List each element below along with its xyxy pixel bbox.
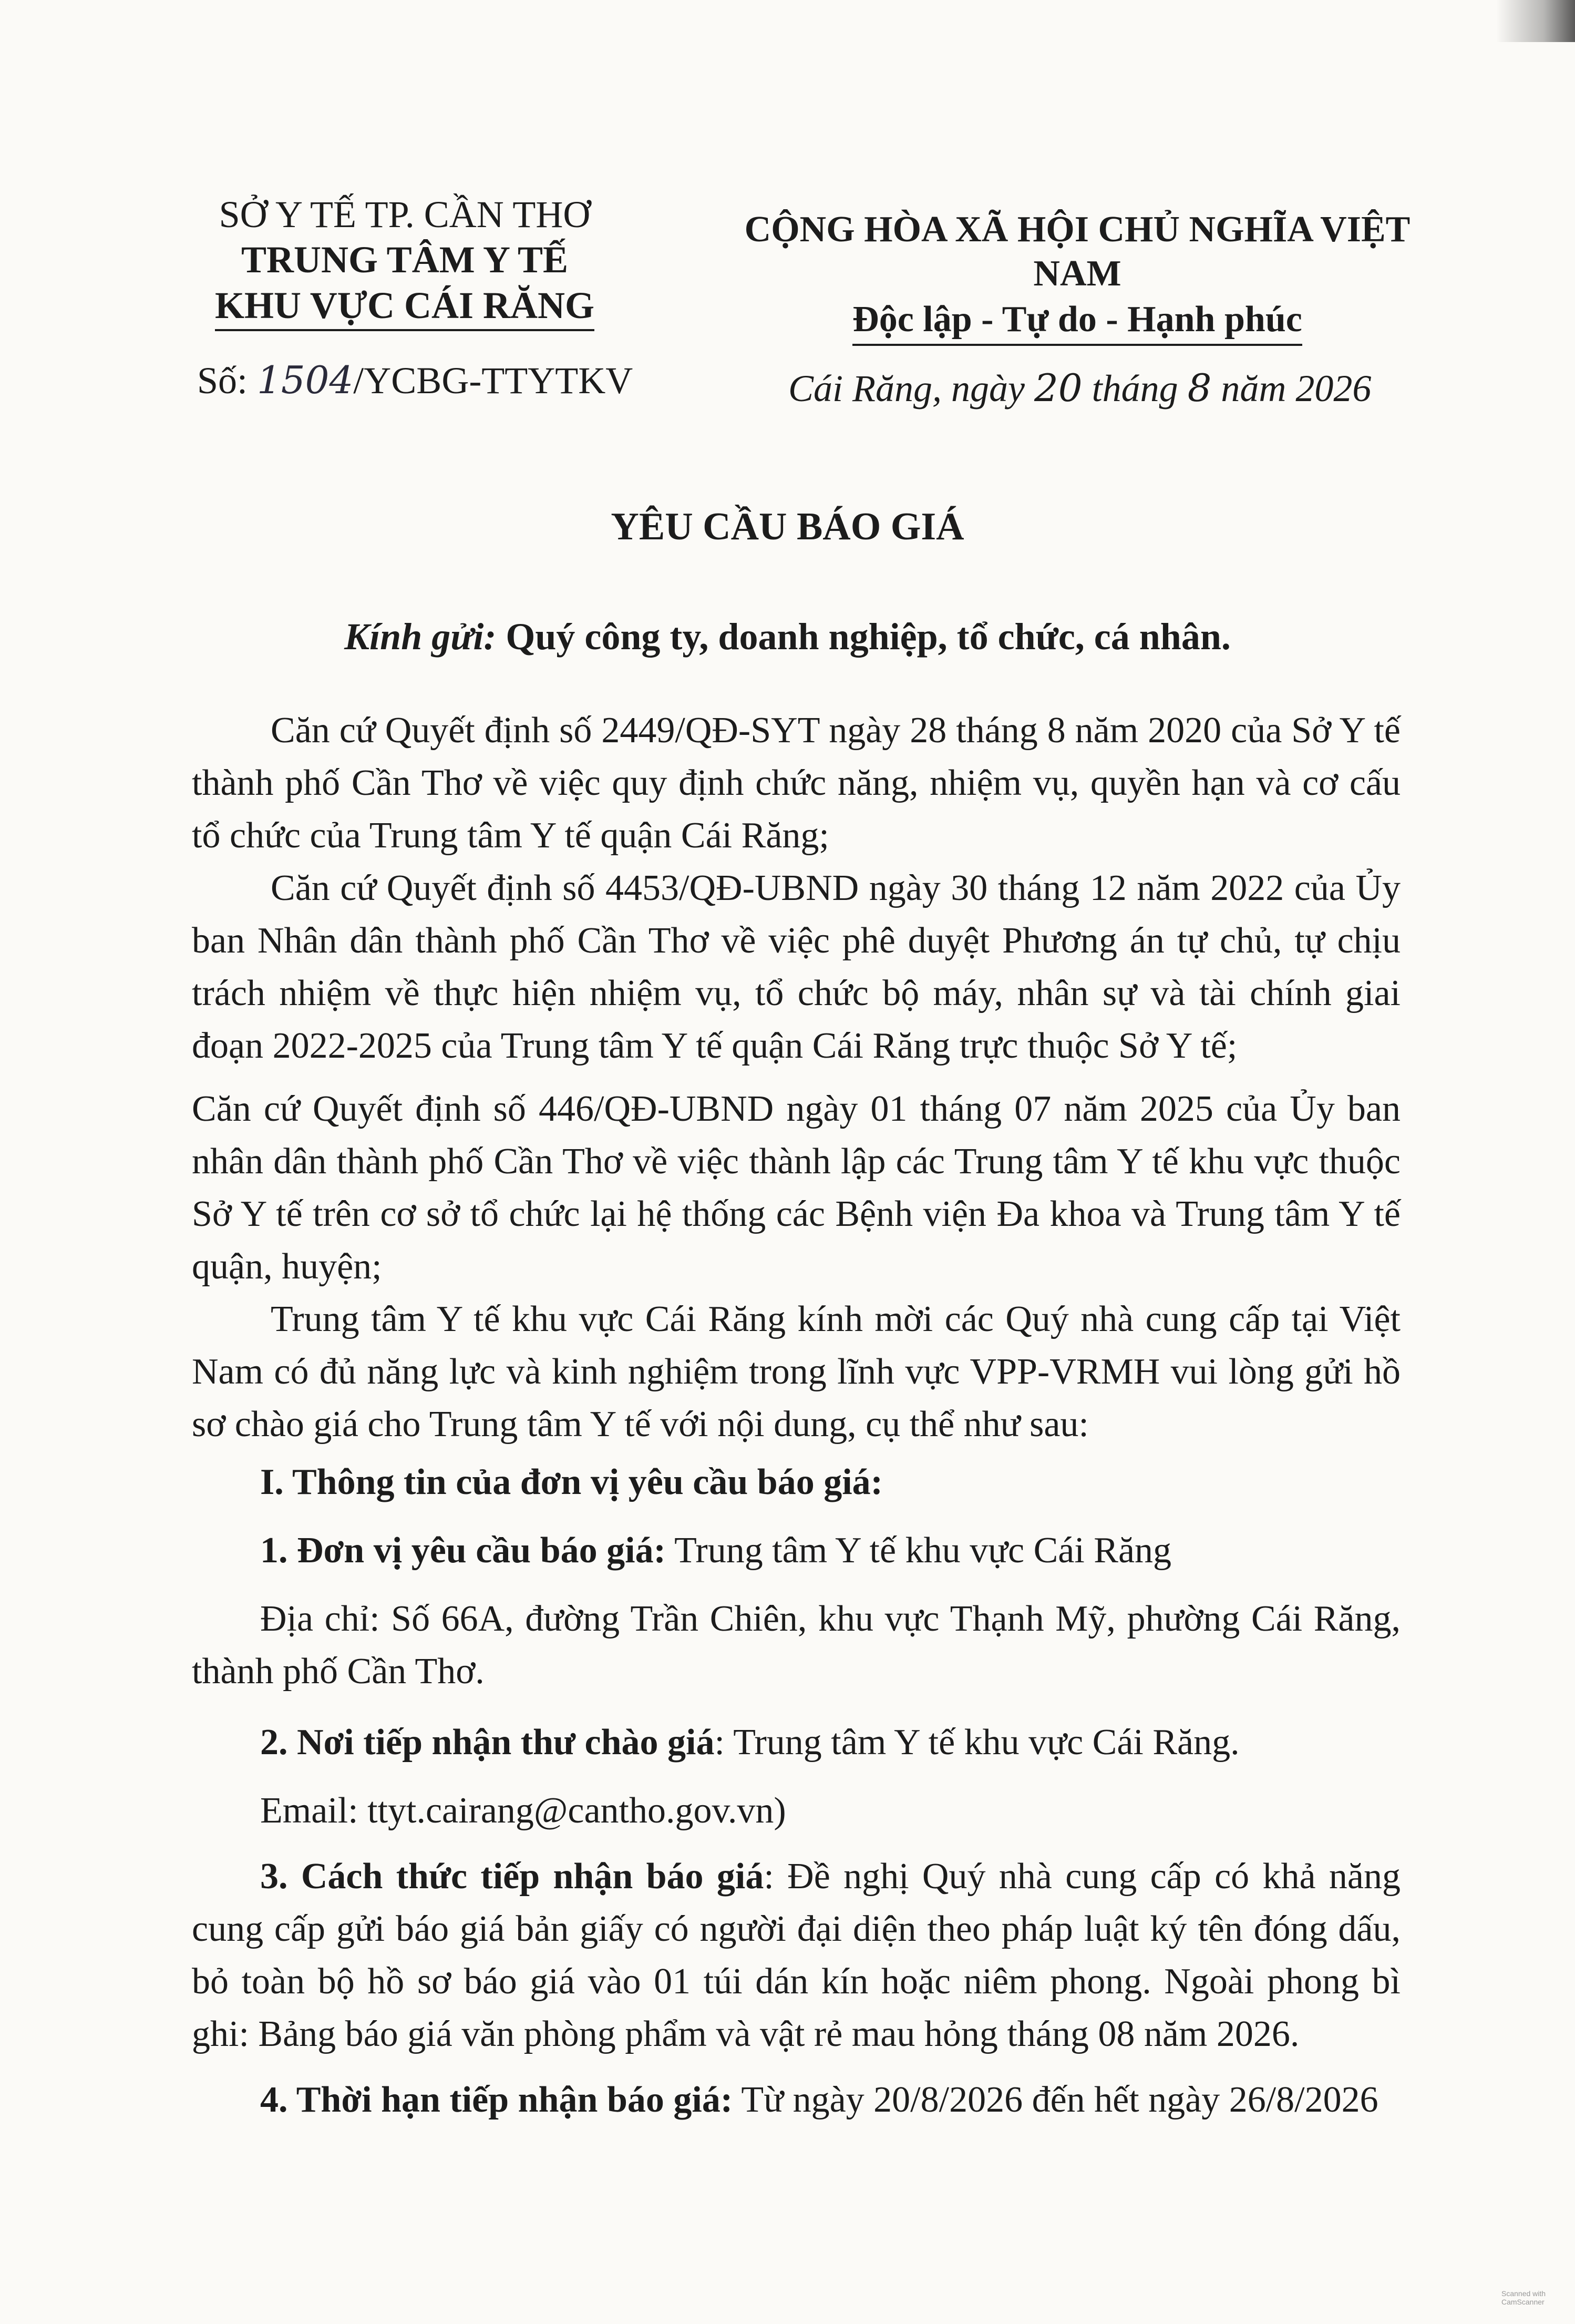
motto-underline	[852, 344, 1302, 346]
number-suffix: /YCBG-TTYTKV	[353, 360, 633, 402]
section-1-item-2	[260, 1716, 1240, 1769]
watermark-line2: CamScanner	[1501, 2298, 1545, 2306]
date-day-handwritten: 20	[1034, 366, 1083, 410]
section-1-item-3	[192, 1850, 1401, 2061]
section-1-item-1	[260, 1524, 1171, 1577]
number-prefix: Số:	[197, 360, 258, 402]
section-1-heading: I. Thông tin của đơn vị yêu cầu báo giá:	[260, 1462, 883, 1502]
item-4-label: 4. Thời hạn tiếp nhận báo giá:	[260, 2080, 733, 2120]
issuer-org-line2	[215, 283, 594, 328]
scan-edge-shadow	[1496, 0, 1575, 42]
date-month-handwritten: 8	[1187, 366, 1212, 410]
camscanner-watermark	[1501, 2289, 1559, 2313]
item-3-value: : Đề nghị Quý nhà cung cấp có khả năng cung cấp gửi báo giá bản giấy có người đại diện theo pháp luật ký tên đóng dấu, bỏ toàn bộ hồ sơ báo giá vào 01 túi dán kín hoặc niêm phong. Ngoài phong bì ghi: Bảng báo giá văn phòng phẩm và vật rẻ mau hỏng tháng 08 năm 2026.	[192, 1856, 1401, 2054]
paragraph-2: Căn cứ Quyết định số 4453/QĐ-UBND ngày 30 tháng 12 năm 2022 của Ủy ban Nhân dân thành phố Cần Thơ về việc phê duyệt Phương án tự chủ, tự chịu trách nhiệm về thực hiện nhiệm vụ, tổ chức bộ máy, nhân sự và tài chính giai đoạn 2022-2025 của Trung tâm Y tế quận Cái Răng trực thuộc Sở Y tế;	[192, 868, 1401, 1066]
paragraph-1: Căn cứ Quyết định số 2449/QĐ-SYT ngày 28 tháng 8 năm 2020 của Sở Y tế thành phố Cần Thơ về việc quy định chức năng, nhiệm vụ, quyền hạn và cơ cấu tổ chức của Trung tâm Y tế quận Cái Răng;	[192, 710, 1401, 856]
date-line	[788, 365, 1471, 411]
watermark-line1: Scanned with	[1501, 2289, 1546, 2298]
issuer-underline	[215, 329, 594, 331]
document-title: YÊU CẦU BÁO GIÁ	[611, 505, 964, 548]
date-place: Cái Răng, ngày	[788, 367, 1034, 409]
issuer-block	[179, 192, 631, 328]
item-3-label: 3. Cách thức tiếp nhận báo giá	[260, 1856, 764, 1897]
document-number	[197, 357, 670, 403]
item-2-label: 2. Nơi tiếp nhận thư chào giá	[260, 1722, 715, 1763]
section-1-item-4	[260, 2074, 1378, 2126]
issuer-org-line2-text: KHU VỰC CÁI RĂNG	[214, 284, 594, 326]
nation-block	[704, 208, 1450, 342]
paragraph-4: Trung tâm Y tế khu vực Cái Răng kính mời các Quý nhà cung cấp tại Việt Nam có đủ năng lực và kinh nghiệm trong lĩnh vực VPP-VRMH vui lòng gửi hồ sơ chào giá cho Trung tâm Y tế với nội dung, cụ thể như sau:	[192, 1299, 1401, 1445]
date-month-label: tháng	[1082, 367, 1188, 409]
nation-motto	[852, 298, 1302, 342]
address-text: Địa chỉ: Số 66A, đường Trần Chiên, khu vực Thạnh Mỹ, phường Cái Răng, thành phố Cần Thơ.	[192, 1599, 1401, 1692]
nation-title: CỘNG HÒA XÃ HỘI CHỦ NGHĨA VIỆT NAM	[744, 209, 1411, 294]
nation-motto-text: Độc lập - Tự do - Hạnh phúc	[852, 299, 1302, 340]
issuer-dept: SỞ Y TẾ TP. CẦN THƠ	[219, 193, 591, 236]
item-2-value: : Trung tâm Y tế khu vực Cái Răng.	[714, 1722, 1240, 1763]
recipient-line	[0, 615, 1575, 659]
date-year: năm 2026	[1211, 367, 1372, 409]
email-line: Email: ttyt.cairang@cantho.gov.vn)	[260, 1790, 786, 1831]
item-1-value: Trung tâm Y tế khu vực Cái Răng	[665, 1530, 1172, 1571]
issuer-org-line1: TRUNG TÂM Y TẾ	[241, 239, 569, 281]
recipient-value: Quý công ty, doanh nghiệp, tổ chức, cá nhân.	[496, 616, 1231, 658]
item-1-label: 1. Đơn vị yêu cầu báo giá:	[260, 1530, 666, 1571]
paragraph-3: Căn cứ Quyết định số 446/QĐ-UBND ngày 01 tháng 07 năm 2025 của Ủy ban nhân dân thành phố Cần Thơ về việc thành lập các Trung tâm Y tế khu vực thuộc Sở Y tế trên cơ sở tổ chức lại hệ thống các Bệnh viện Đa khoa và Trung tâm Y tế quận, huyện;	[192, 1089, 1401, 1287]
item-4-value: Từ ngày 20/8/2026 đến hết ngày 26/8/2026	[733, 2080, 1378, 2120]
recipient-label: Kính gửi:	[344, 616, 497, 658]
number-handwritten: 1504	[257, 358, 354, 402]
